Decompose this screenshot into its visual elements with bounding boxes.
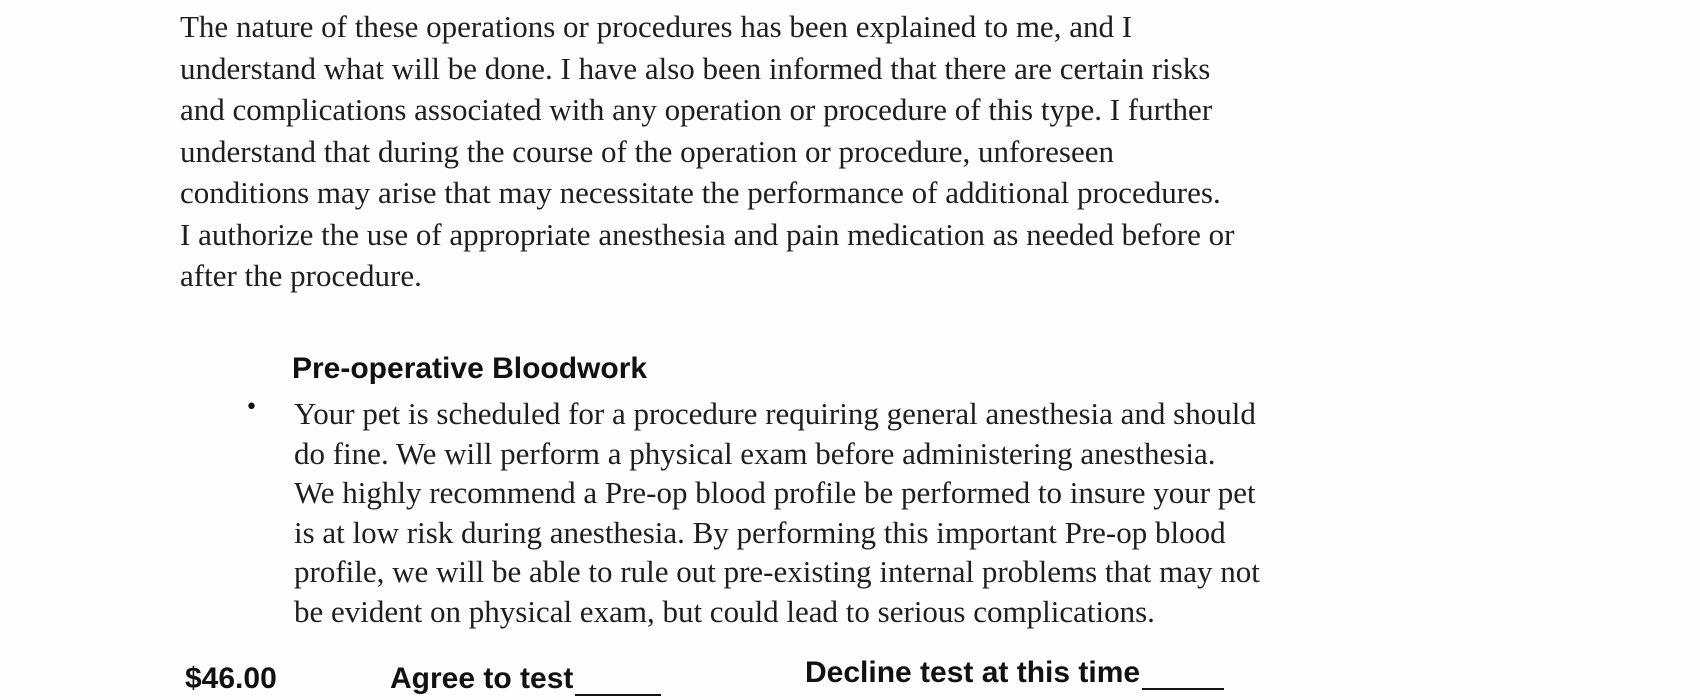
bloodwork-options-row xyxy=(0,656,1700,696)
consent-paragraph xyxy=(180,6,1510,297)
bullet-icon: • xyxy=(245,395,258,420)
agree-to-test-option xyxy=(390,662,661,696)
description-line: Your pet is scheduled for a procedure requiring general anesthesia and should xyxy=(294,396,1256,431)
decline-test-option xyxy=(805,656,1224,690)
description-line: is at low risk during anesthesia. By performing this important Pre-op blood xyxy=(294,514,1226,550)
agree-to-test-blank[interactable] xyxy=(575,666,661,696)
paragraph-line: understand what will be done. I have also been informed that there are certain risks xyxy=(180,50,1211,86)
bloodwork-heading: Pre-operative Bloodwork xyxy=(292,352,648,385)
paragraph-line: after the procedure. xyxy=(180,258,422,293)
agree-to-test-label: Agree to test xyxy=(390,662,574,695)
decline-test-label: Decline test at this time xyxy=(805,656,1141,689)
paragraph-line: understand that during the course of the operation or procedure, unforeseen xyxy=(180,133,1114,169)
decline-test-blank[interactable] xyxy=(1142,660,1224,690)
description-line: do fine. We will perform a physical exam before administering anesthesia. xyxy=(294,435,1216,471)
bloodwork-description xyxy=(294,394,1514,631)
description-line: profile, we will be able to rule out pre-existing internal problems that may not xyxy=(294,554,1260,589)
description-line: We highly recommend a Pre-op blood profile be performed to insure your pet xyxy=(294,475,1256,510)
bloodwork-price: $46.00 xyxy=(185,662,277,695)
description-line: be evident on physical exam, but could lead to serious complications. xyxy=(294,593,1155,629)
paragraph-line: I authorize the use of appropriate anesthesia and pain medication as needed before or xyxy=(180,216,1235,252)
paragraph-line: conditions may arise that may necessitate the performance of additional procedures. xyxy=(180,175,1221,210)
paragraph-line: The nature of these operations or procedures has been explained to me, and I xyxy=(180,9,1133,44)
paragraph-line: and complications associated with any operation or procedure of this type. I further xyxy=(180,92,1213,127)
